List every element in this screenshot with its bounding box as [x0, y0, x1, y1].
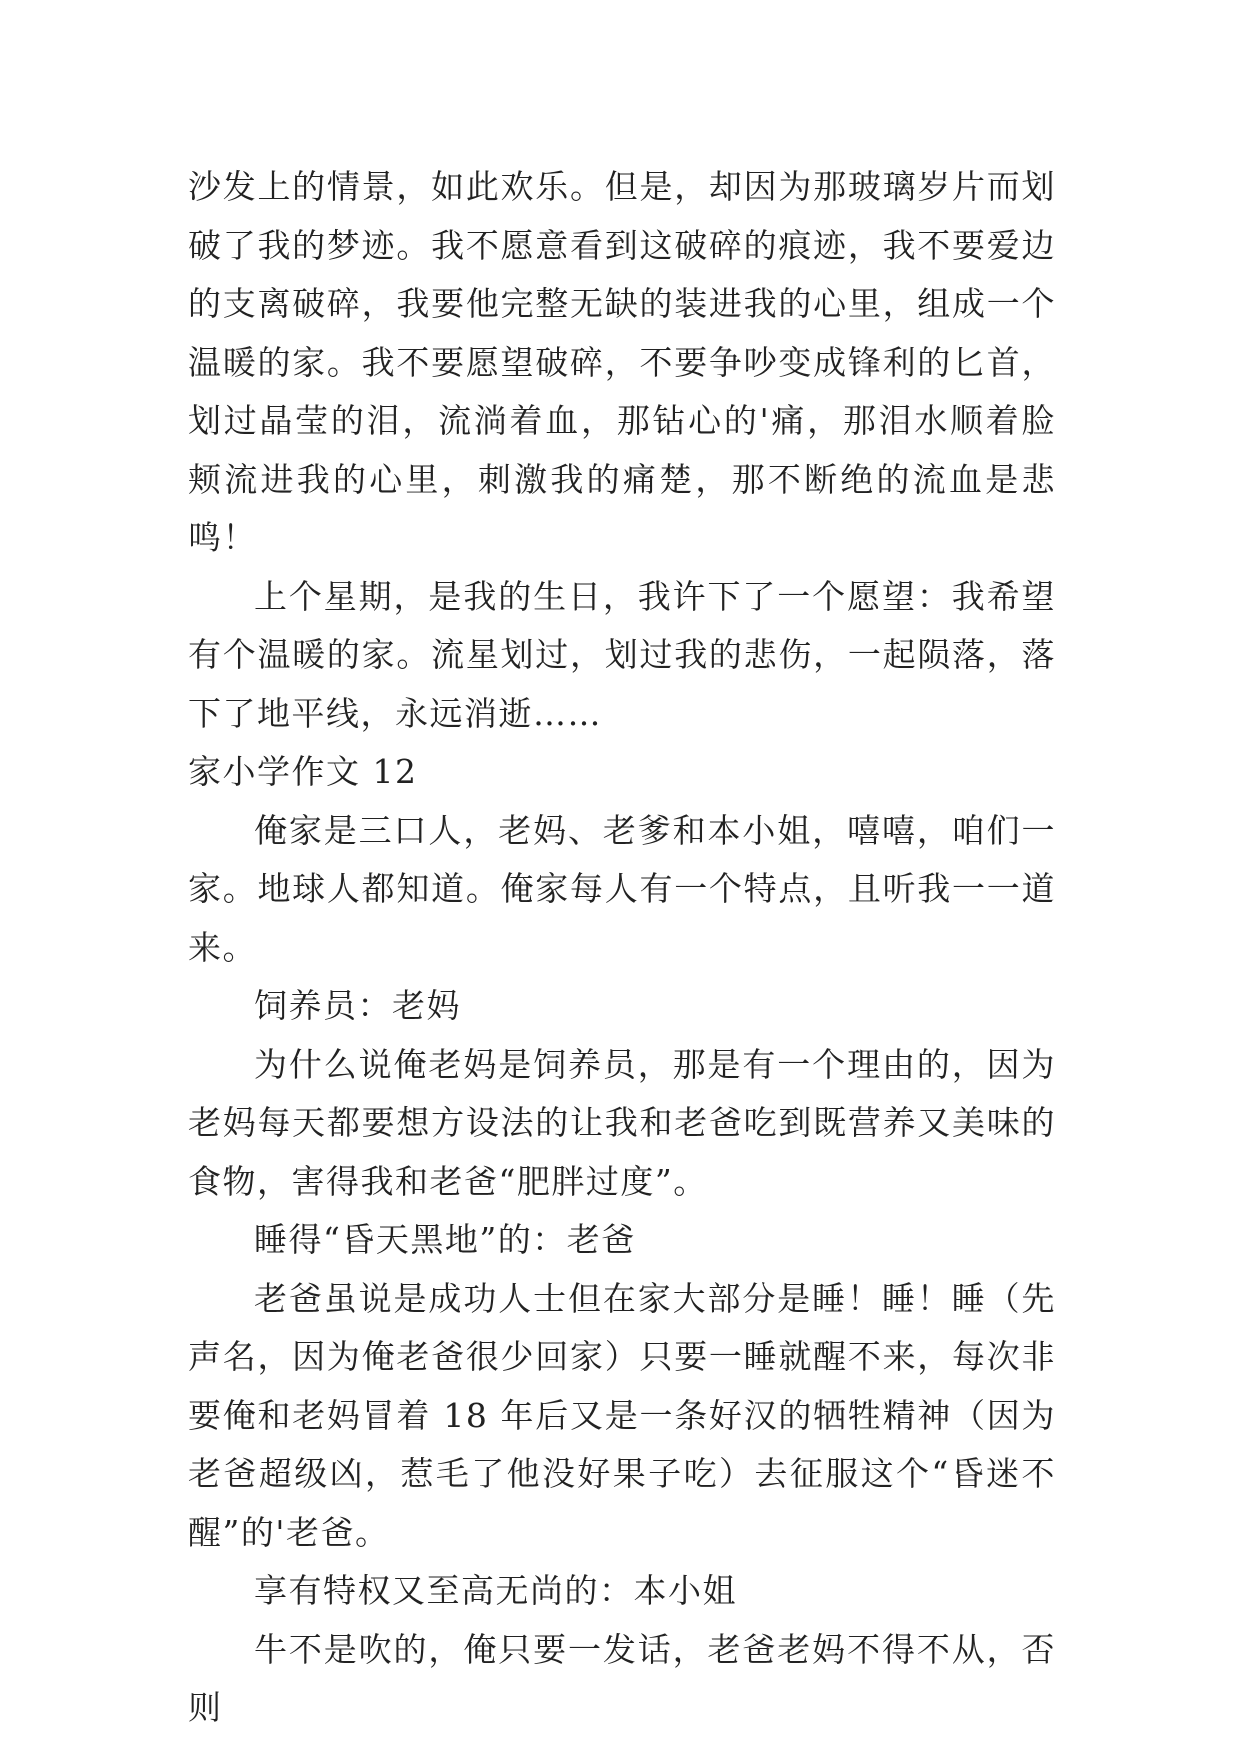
paragraph-1: 沙发上的情景，如此欢乐。但是，却因为那玻璃岁片而划破了我的梦迹。我不愿意看到这破碎的痕迹，我不要爱边的支离破碎，我要他完整无缺的装进我的心里，组成一个温暖的家。我不要愿望破碎，不要争吵变成锋利的匕首，划过晶莹的泪，流淌着血，那钻心的'痛，那泪水顺着脸颊流进我的心里，刺激我的痛楚，那不断绝的流血是悲鸣！	[188, 167, 1056, 557]
subheading-dad: 睡得“昏天黑地”的：老爸	[254, 1220, 636, 1259]
document-body	[188, 158, 1056, 1738]
paragraph-4: 为什么说俺老妈是饲养员，那是有一个理由的，因为老妈每天都要想方设法的让我和老爸吃到既营养又美味的食物，害得我和老爸“肥胖过度”。	[188, 1044, 1056, 1201]
subheading-miss: 享有特权又至高无尚的：本小姐	[254, 1571, 737, 1610]
paragraph-5: 老爸虽说是成功人士但在家大部分是睡！睡！睡（先声名，因为俺老爸很少回家）只要一睡就醒不来，每次非要俺和老妈冒着 18 年后又是一条好汉的牺牲精神（因为老爸超级凶，惹毛了他没好果子吃）去征服这个“昏迷不醒”的'老爸。	[188, 1278, 1056, 1552]
paragraph-6: 牛不是吹的，俺只要一发话，老爸老妈不得不从，否则	[188, 1629, 1056, 1727]
paragraph-2: 上个星期，是我的生日，我许下了一个愿望：我希望有个温暖的家。流星划过，划过我的悲伤，一起陨落，落下了地平线，永远消逝……	[188, 576, 1056, 733]
subheading-mom: 饲养员：老妈	[254, 986, 461, 1025]
paragraph-3: 俺家是三口人，老妈、老爹和本小姐，嘻嘻，咱们一家。地球人都知道。俺家每人有一个特点，且听我一一道来。	[188, 810, 1056, 967]
section-heading: 家小学作文 12	[188, 752, 418, 791]
